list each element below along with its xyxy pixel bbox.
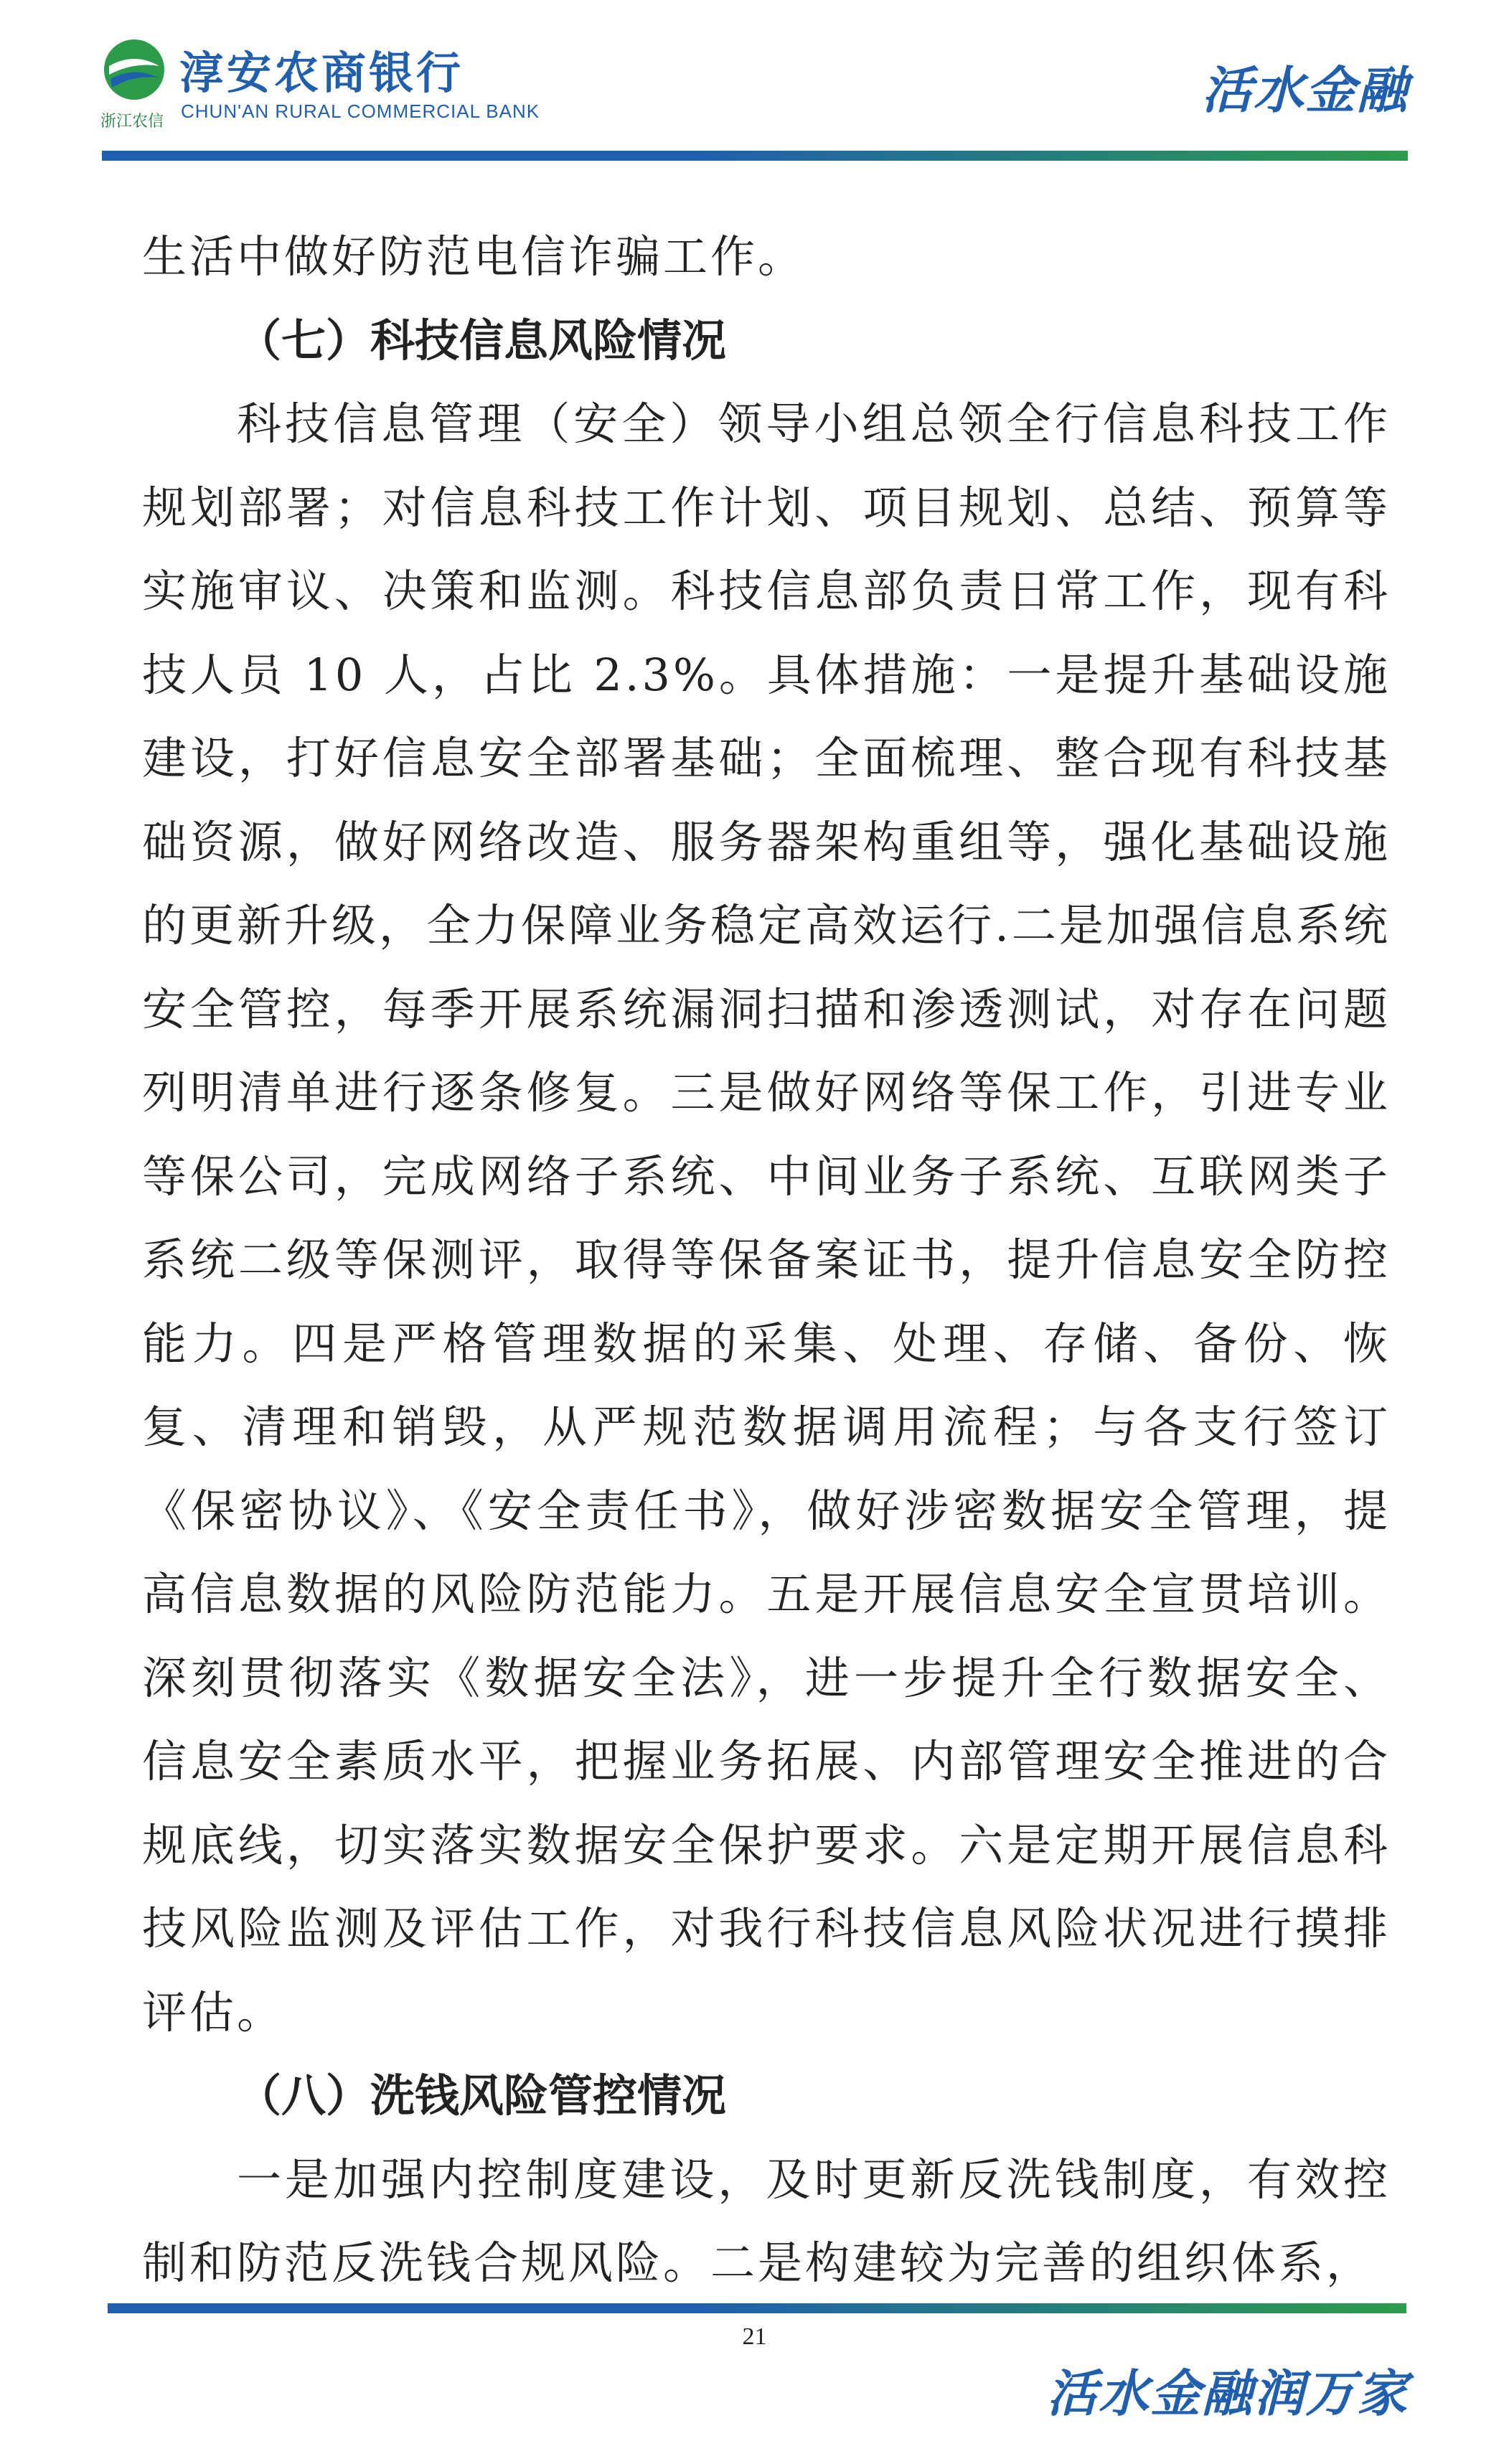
page-header [0, 0, 1509, 172]
logo-caption: 浙江农信 [100, 113, 164, 131]
paragraph-tech-risk: 科技信息管理（安全）领导小组总领全行信息科技工作规划部署；对信息科技工作计划、项目规划、总结、预算等实施审议、决策和监测。科技信息部负责日常工作，现有科技人员 10 人，占比 2.3%。具体措施：一是提升基础设施建设，打好信息安全部署基础；全面梳理、整合现有科技基础资源，做好网络改造、服务器架构重组等，强化基础设施的更新升级，全力保障业务稳定高效运行.二是加强信息系统安全管控，每季开展系统漏洞扫描和渗透测试，对存在问题列明清单进行逐条修复。三是做好网络等保工作，引进专业等保公司，完成网络子系统、中间业务子系统、互联网类子系统二级等保测评，取得等保备案证书，提升信息安全防控能力。四是严格管理数据的采集、处理、存储、备份、恢复、清理和销毁，从严规范数据调用流程；与各支行签订《保密协议》、《安全责任书》，做好涉密数据安全管理，提高信息数据的风险防范能力。五是开展信息安全宣贯培训。深刻贯彻落实《数据安全法》，进一步提升全行数据安全、信息安全素质水平，把握业务拓展、内部管理安全推进的合规底线，切实落实数据安全保护要求。六是定期开展信息科技风险监测及评估工作，对我行科技信息风险状况进行摸排评估。 [142, 398, 1391, 2039]
section-heading-7: （七）科技信息风险情况 [237, 314, 727, 367]
footer-slogan: 活水金融润万家 [1047, 2364, 1409, 2423]
header-slogan: 活水金融 [1202, 60, 1409, 120]
paragraph-continuation: 生活中做好防范电信诈骗工作。 [142, 230, 806, 283]
paragraph-aml: 一是加强内控制度建设，及时更新反洗钱制度，有效控制和防范反洗钱合规风险。二是构建较为完善的组织体系， [142, 2153, 1391, 2289]
footer-rule [108, 2303, 1406, 2313]
bank-name-en: CHUN'AN RURAL COMMERCIAL BANK [181, 100, 540, 122]
bank-name-cn: 淳安农商银行 [179, 47, 464, 99]
page-number: 21 [742, 2323, 767, 2350]
header-rule [102, 151, 1408, 161]
section-heading-8: （八）洗钱风险管控情况 [237, 2069, 727, 2122]
bank-logo-icon [102, 37, 166, 102]
document-body [142, 215, 1391, 2305]
